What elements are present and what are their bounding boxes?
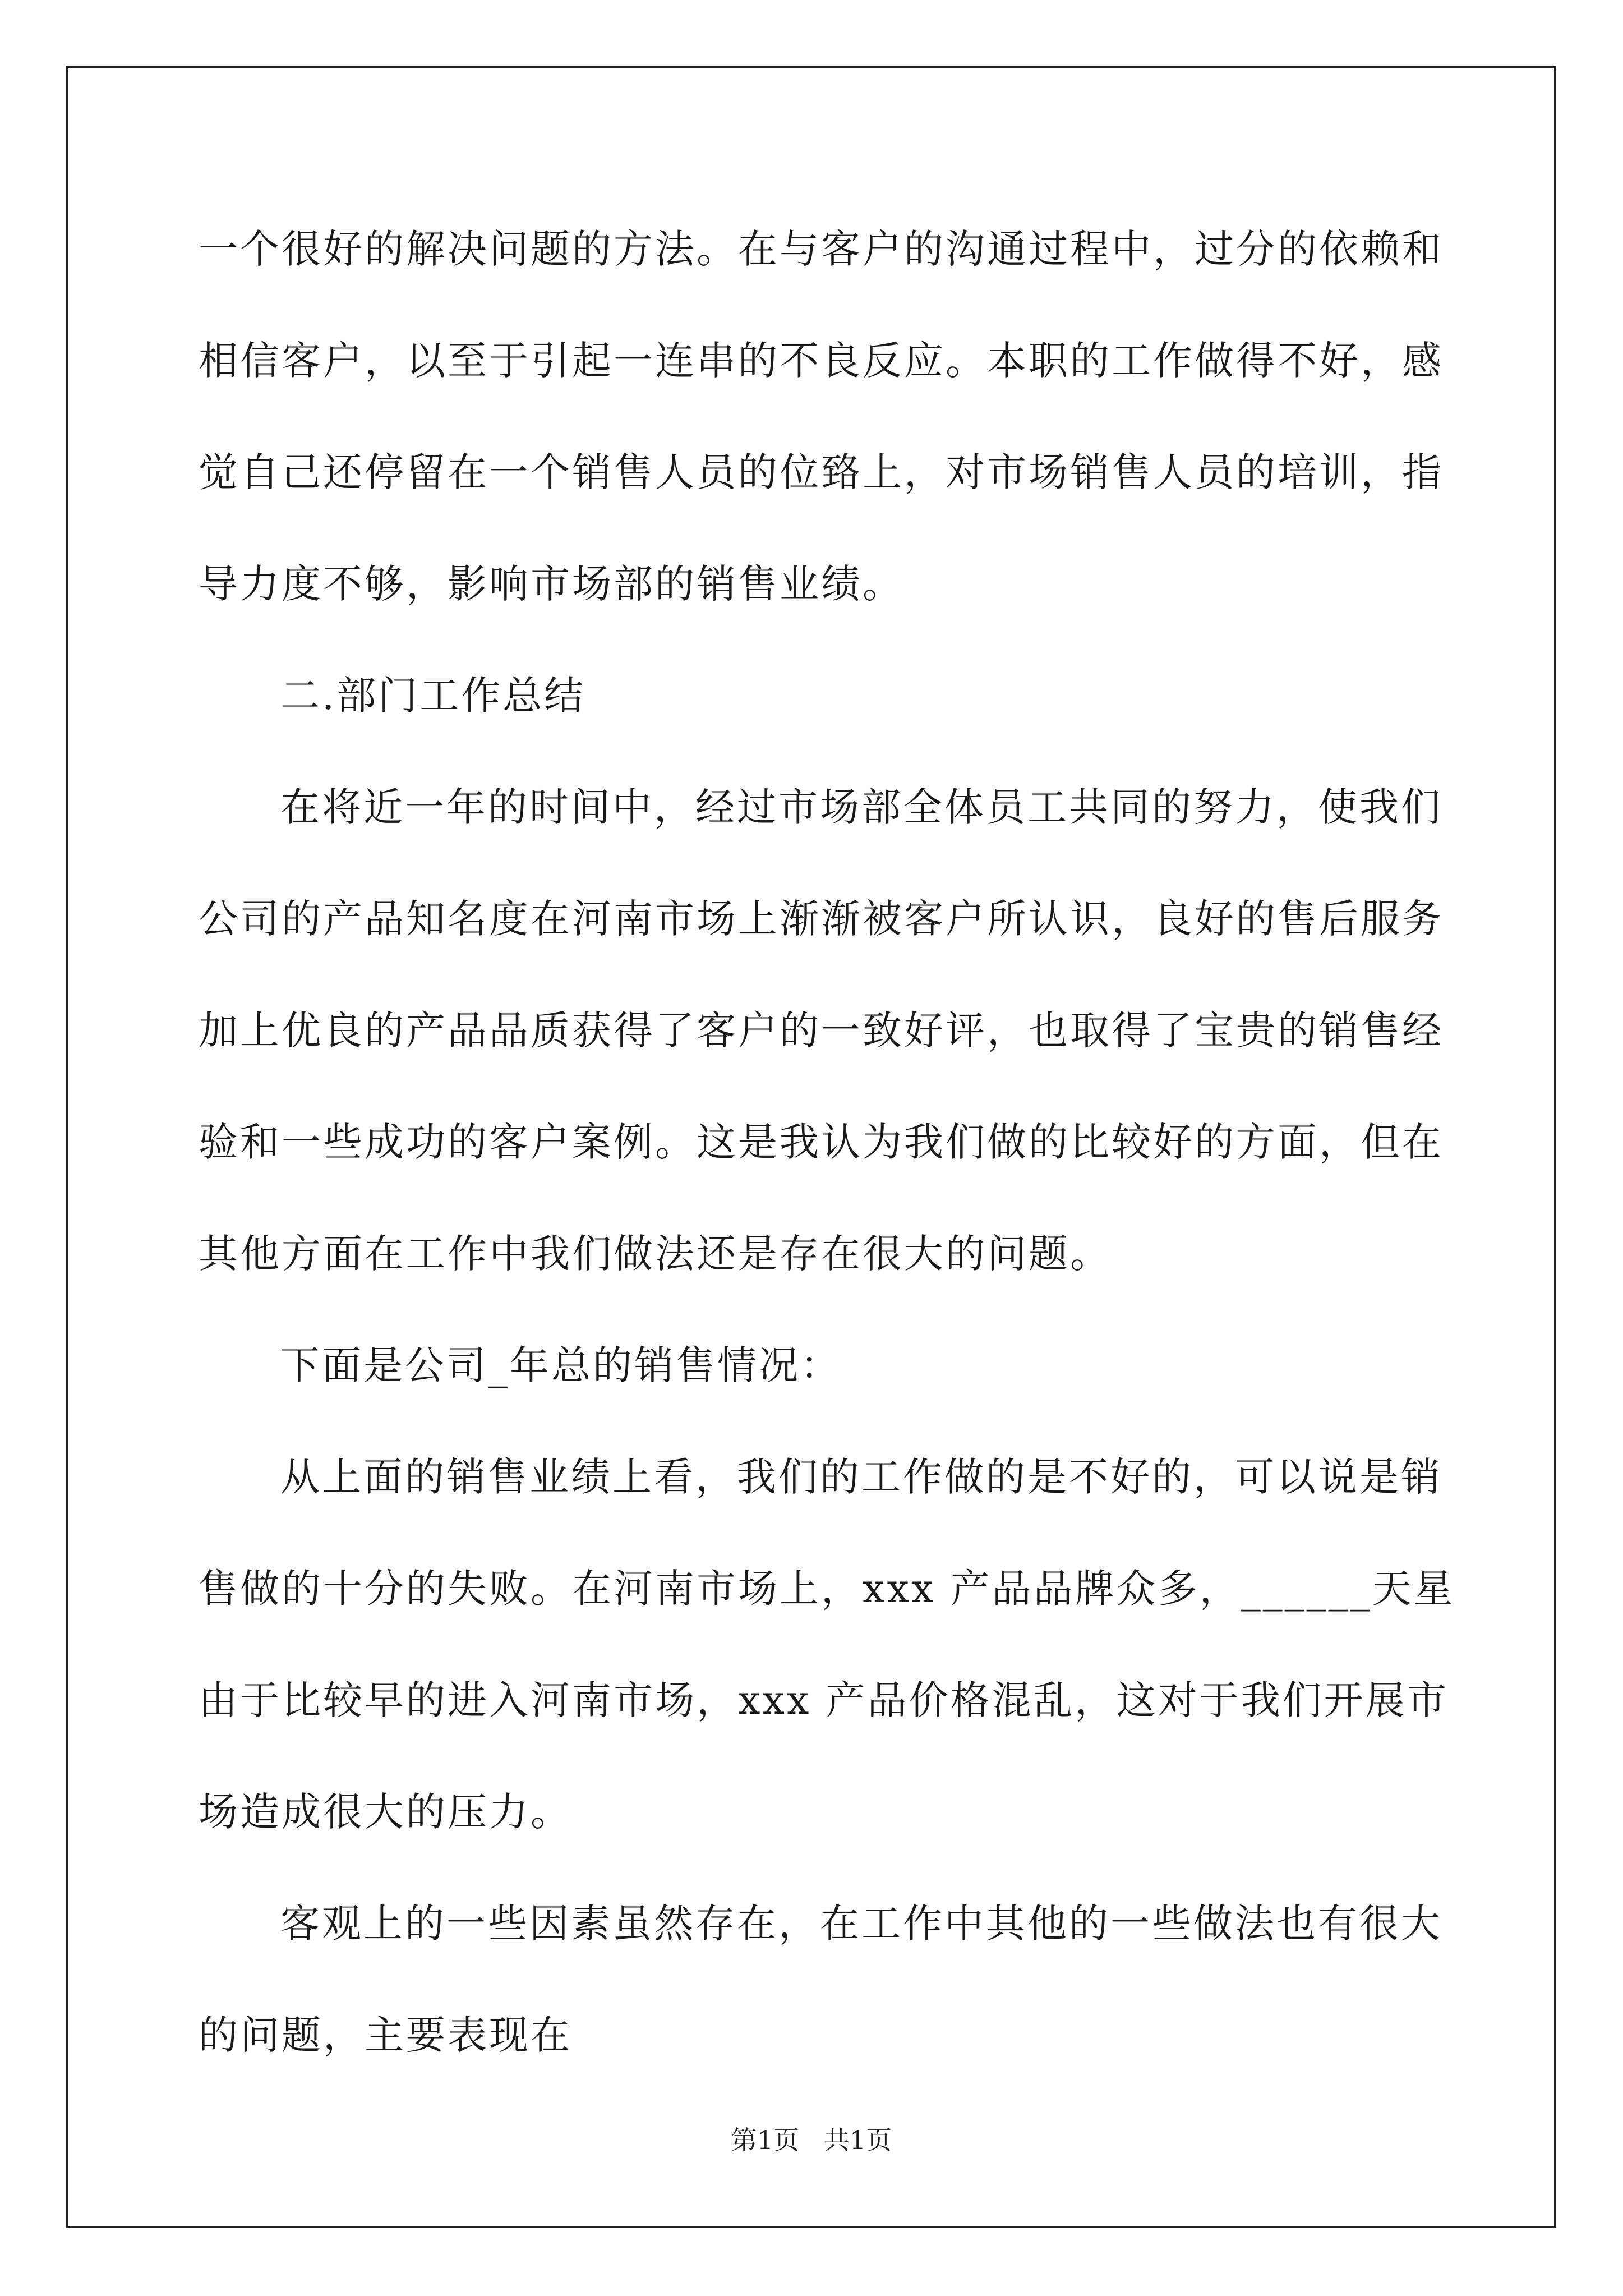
body-text-line: 导力度不够，影响市场部的销售业绩。 <box>199 561 904 607</box>
body-text-line: 由于比较早的进入河南市场，xxx 产品价格混乱，这对于我们开展市 <box>199 1677 1449 1723</box>
body-text-line: 客观上的一些因素虽然存在，在工作中其他的一些做法也有很大 <box>280 1901 1442 1947</box>
body-text-line: 其他方面在工作中我们做法还是存在很大的问题。 <box>199 1231 1112 1277</box>
body-text-line: 一个很好的解决问题的方法。在与客户的沟通过程中，过分的依赖和 <box>199 226 1444 272</box>
body-text-line: 觉自己还停留在一个销售人员的位臵上，对市场销售人员的培训，指 <box>199 449 1444 495</box>
body-text-line: 从上面的销售业绩上看，我们的工作做的是不好的，可以说是销 <box>280 1454 1442 1500</box>
page-number-footer: 第1页 共1页 <box>731 2125 892 2155</box>
section-heading: 二.部门工作总结 <box>280 673 586 719</box>
body-text-line: 加上优良的产品品质获得了客户的一致好评，也取得了宝贵的销售经 <box>199 1007 1444 1053</box>
body-text-line: 的问题，主要表现在 <box>199 2012 572 2058</box>
body-text-line: 场造成很大的压力。 <box>199 1789 572 1835</box>
body-text-line: 验和一些成功的客户案例。这是我认为我们做的比较好的方面，但在 <box>199 1119 1444 1165</box>
body-text-line: 下面是公司_年总的销售情况： <box>280 1342 842 1388</box>
body-text-line: 在将近一年的时间中，经过市场部全体员工共同的努力，使我们 <box>280 784 1442 830</box>
body-text-line: 相信客户，以至于引起一连串的不良反应。本职的工作做得不好，感 <box>199 338 1444 384</box>
body-text-line: 公司的产品知名度在河南市场上渐渐被客户所认识，良好的售后服务 <box>199 896 1444 942</box>
body-text-line: 售做的十分的失败。在河南市场上，xxx 产品品牌众多，______天星 <box>199 1566 1455 1612</box>
